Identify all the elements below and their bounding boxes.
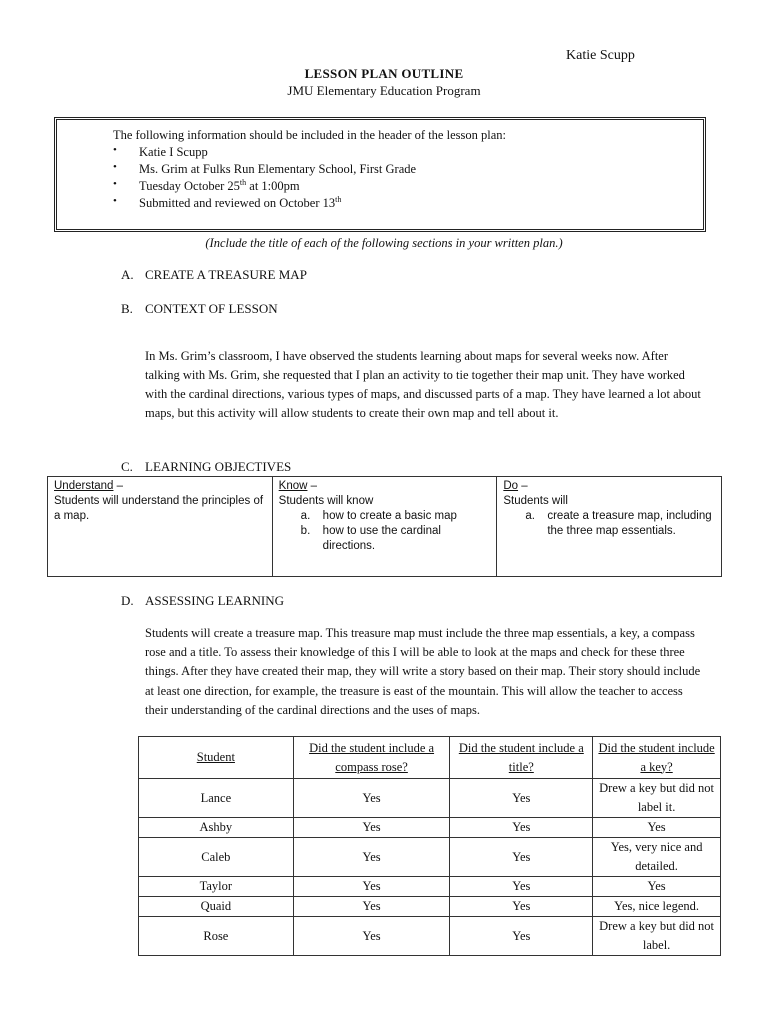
column-header: Did the student include a compass rose?	[293, 737, 450, 779]
table-row: Lance Yes Yes Drew a key but did not label it.	[139, 779, 721, 818]
header-info-intro: The following information should be included in the header of the lesson plan:	[113, 128, 506, 142]
table-row: Caleb Yes Yes Yes, very nice and detailed.	[139, 838, 721, 877]
section-d-heading: D. ASSESSING LEARNING	[121, 593, 285, 608]
bullet-icon: •	[113, 161, 117, 173]
column-header: Did the student include a key?	[593, 737, 721, 779]
list-item: a. create a treasure map, including the three map essentials.	[525, 510, 712, 537]
document-subtitle: JMU Elementary Education Program	[287, 83, 481, 98]
bullet-icon: •	[113, 195, 117, 207]
header-info-box	[54, 117, 706, 232]
section-b-heading: B. CONTEXT OF LESSON	[121, 301, 278, 316]
table-row: Rose Yes Yes Drew a key but did not label.	[139, 917, 721, 956]
objective-know: Know – Students will know a. how to create a basic map b. how to use the cardinal directions.	[273, 477, 498, 576]
document-title: LESSON PLAN OUTLINE	[304, 66, 464, 81]
bullet-icon: •	[113, 144, 117, 156]
header-info-item: • Tuesday October 25th at 1:00pm	[113, 177, 300, 193]
column-header: Did the student include a title?	[450, 737, 593, 779]
assessing-paragraph: Students will create a treasure map. This treasure map must include the three map essentials, a key, a compass rose and a title. To assess their knowledge of this I will be able to look at the maps and check for these three things. After they have created their map, they will write a story based on their map. Their story should include at least one direction, for example, the treasure is east of the mountain. This will allow the teacher to access their understanding of the cardinal directions and the uses of maps.	[145, 626, 701, 717]
bullet-icon: •	[113, 178, 117, 190]
table-row: Ashby Yes Yes Yes	[139, 818, 721, 838]
header-info-item: • Ms. Grim at Fulks Run Elementary School, First Grade	[113, 161, 417, 176]
objectives-table	[47, 476, 722, 577]
objective-do: Do – Students will a. create a treasure map, including the three map essentials.	[497, 477, 721, 576]
assessment-table	[138, 736, 721, 956]
header-info-list	[113, 144, 416, 212]
section-c-heading: C. LEARNING OBJECTIVES	[121, 459, 292, 474]
header-info-item: • Submitted and reviewed on October 13th	[113, 194, 342, 210]
instruction-note: (Include the title of each of the following sections in your written plan.)	[205, 236, 563, 250]
section-a-heading: A. CREATE A TREASURE MAP	[121, 267, 307, 282]
list-item: a. how to create a basic map	[300, 510, 457, 522]
list-item: b. how to use the cardinal directions.	[300, 525, 441, 552]
context-paragraph: In Ms. Grim’s classroom, I have observed the students learning about maps for several weeks now. After talking with Ms. Grim, she requested that I plan an activity to tie together their map unit. They have worked with the cardinal directions, various types of maps, and discussed parts of a map. They have learned a lot about maps, but this activity will allow students to create their own map and tell about it.	[145, 349, 701, 420]
author-name: Katie Scupp	[566, 48, 635, 63]
table-row: Taylor Yes Yes Yes	[139, 877, 721, 897]
table-header-row	[139, 737, 721, 779]
header-info-item: • Katie I Scupp	[113, 144, 208, 159]
objective-understand: Understand – Students will understand the principles of a map.	[48, 477, 273, 576]
column-header: Student	[139, 737, 294, 779]
table-row: Quaid Yes Yes Yes, nice legend.	[139, 897, 721, 917]
